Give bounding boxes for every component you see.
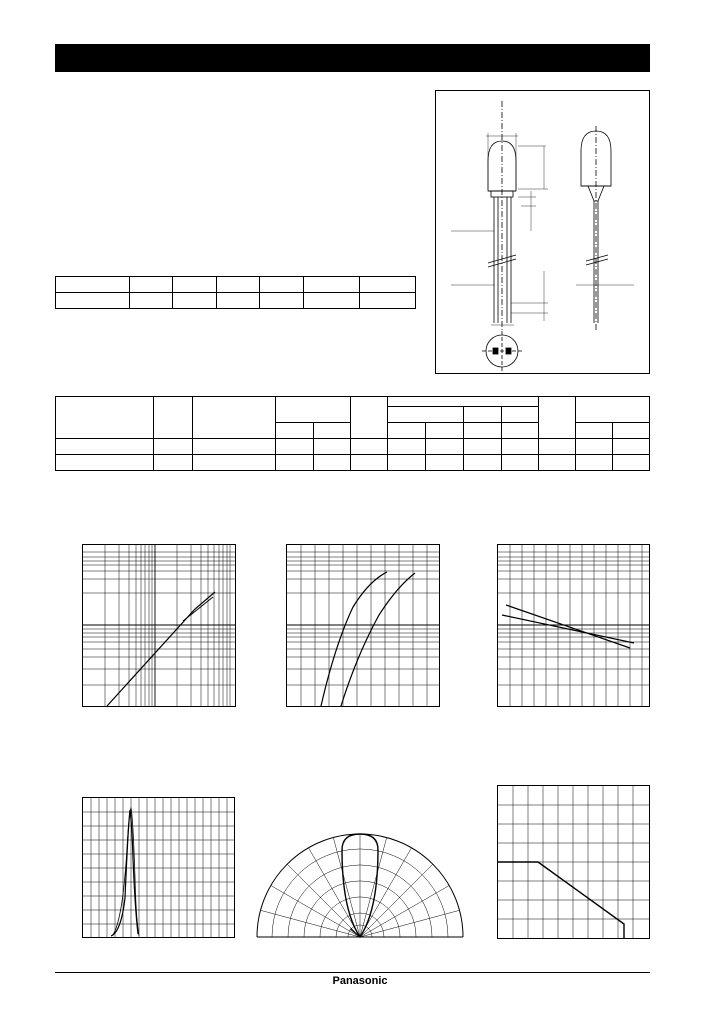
graph-2 [286,544,440,707]
table-row [56,293,416,309]
characteristics-table [55,396,650,471]
graph-2-plot [287,545,439,706]
table-row [56,439,650,455]
graph-5-plot [256,830,464,938]
graph-4-plot [83,798,234,937]
graph-3 [497,544,650,707]
header-bar [55,44,650,72]
ratings-table [55,276,416,309]
graph-4 [82,797,235,938]
table-row [56,277,416,293]
graph-6-plot [498,786,649,938]
outline-drawing-box [435,90,650,374]
graph-3-plot [498,545,649,706]
panasonic-logo: Panasonic [332,975,388,987]
graph-5 [256,830,464,938]
graph-1-plot [83,545,235,706]
led-outline-drawing-icon [436,91,649,373]
footer-rule [55,972,650,973]
table-row [56,397,650,407]
graph-1 [82,544,236,707]
table-row [56,455,650,471]
graph-6 [497,785,650,939]
